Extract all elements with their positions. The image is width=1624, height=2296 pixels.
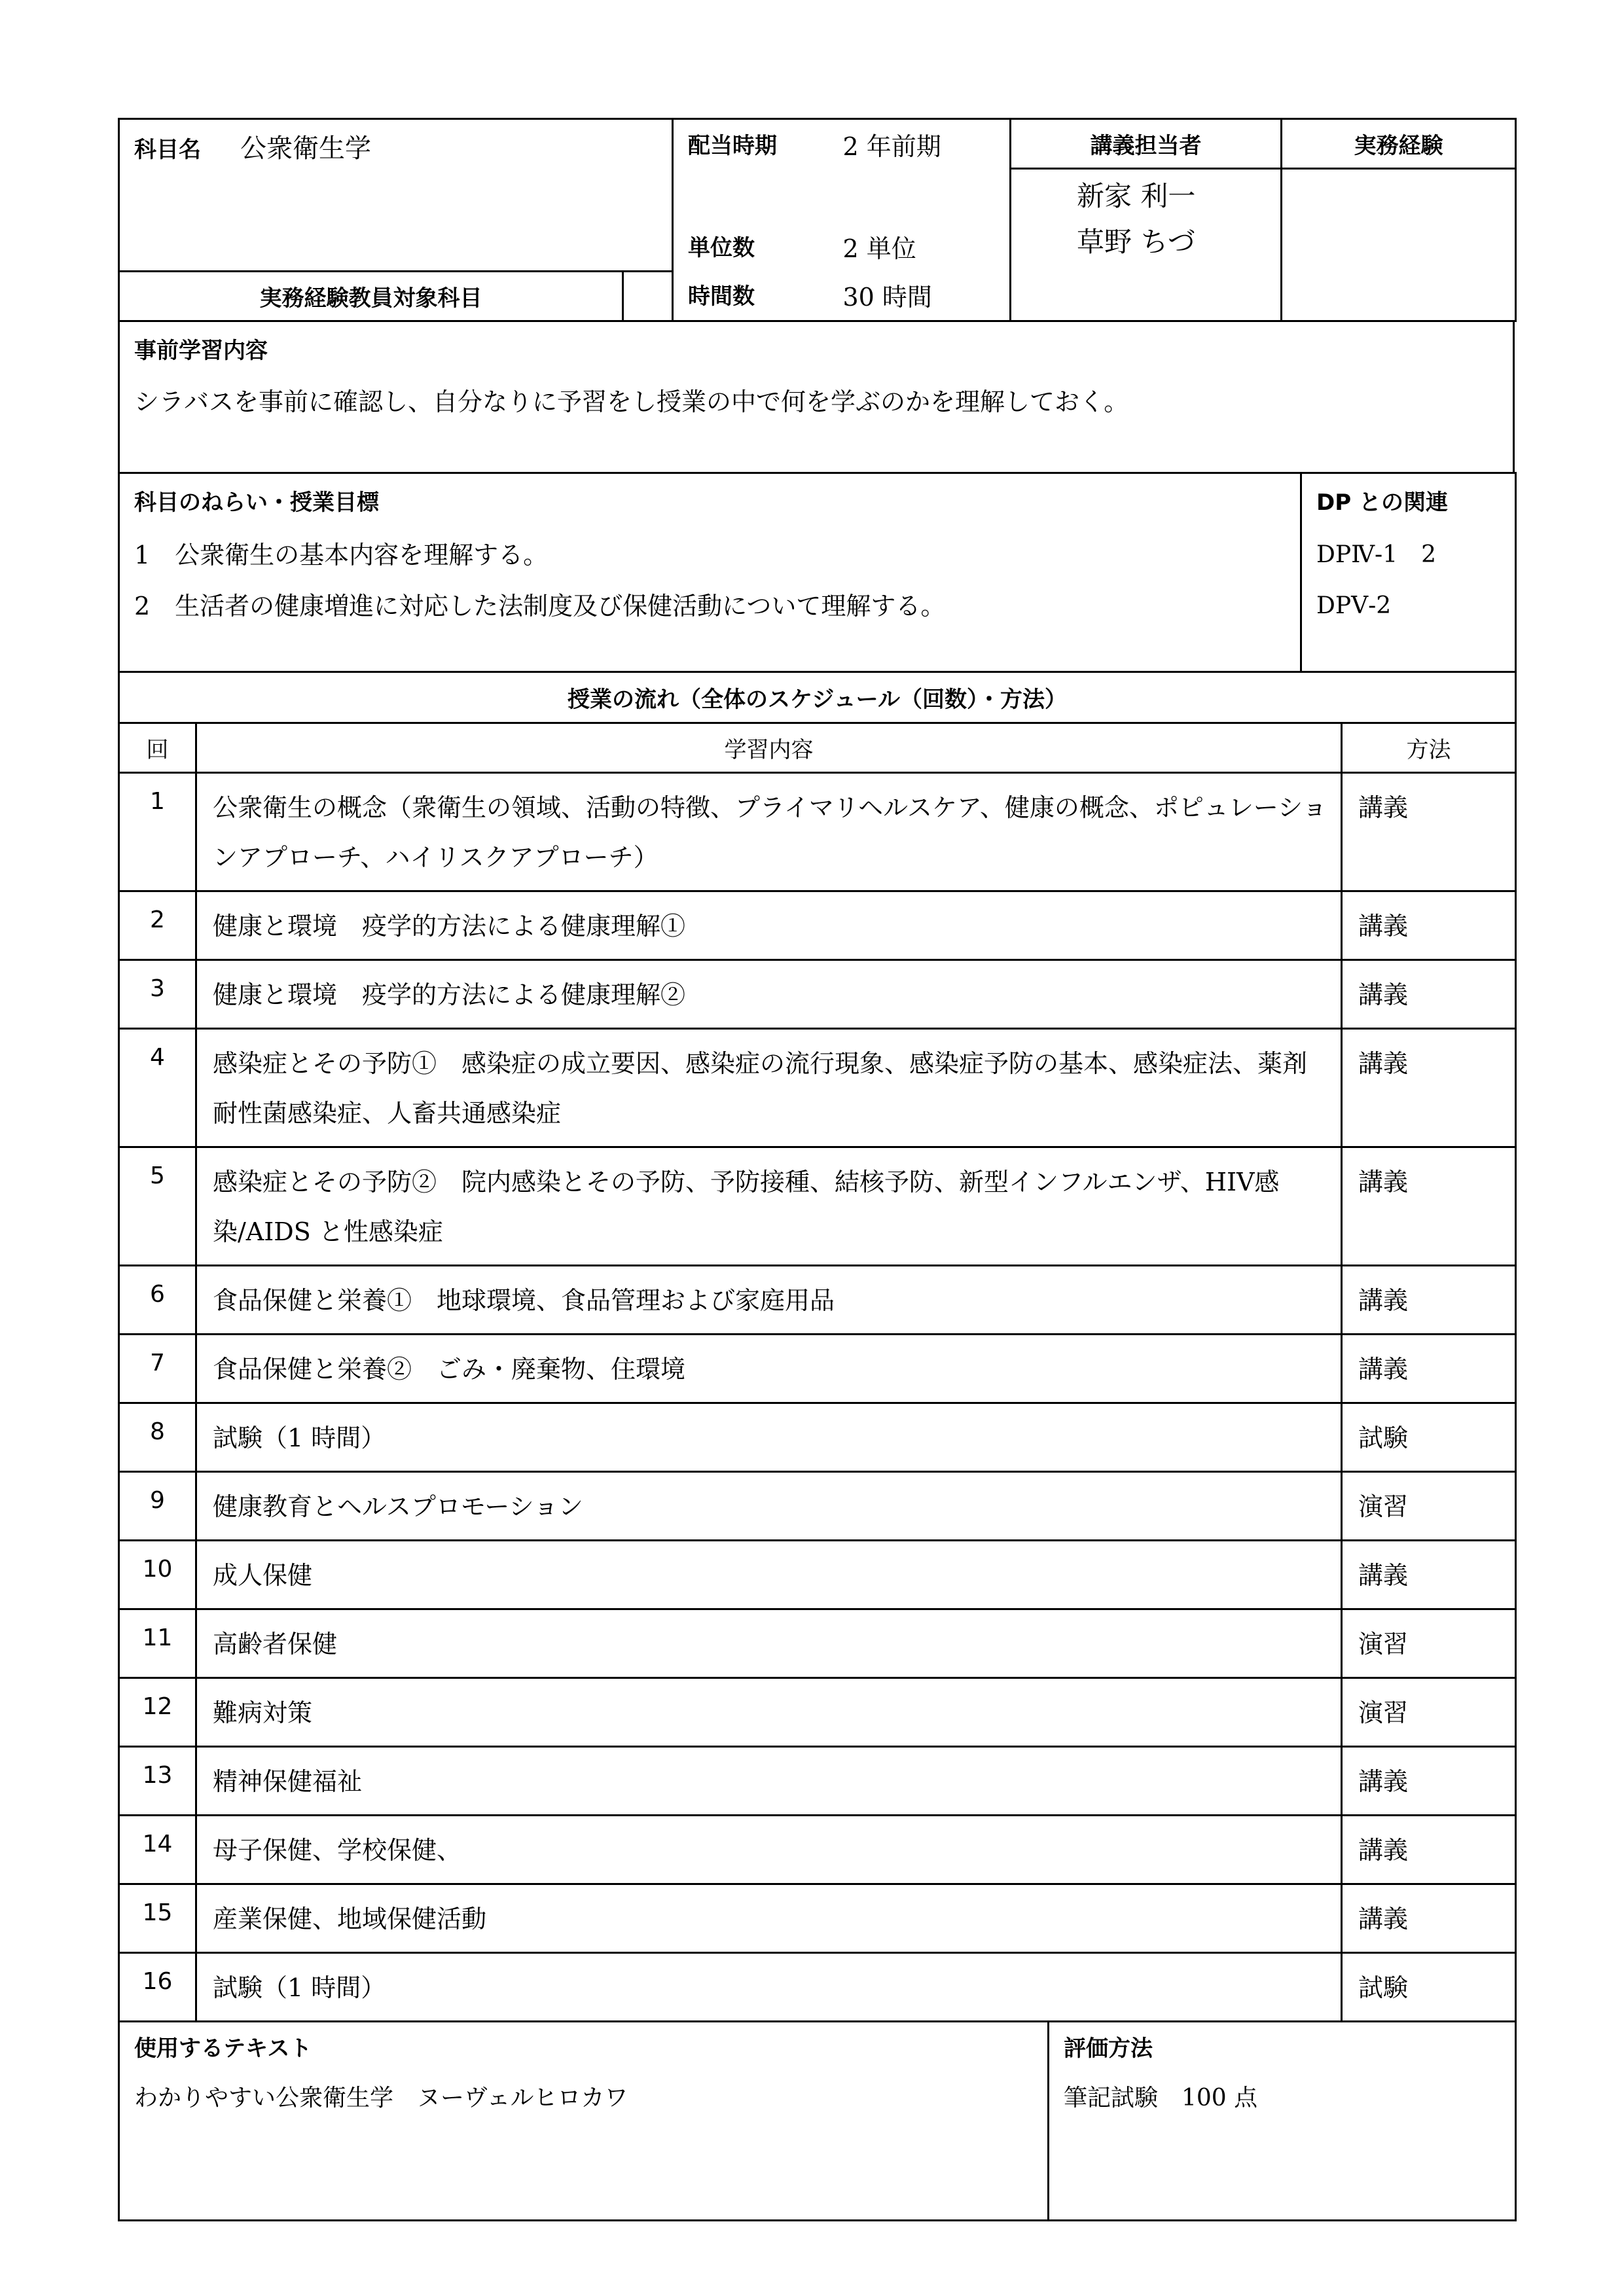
practical-target-value-cell xyxy=(623,272,673,321)
schedule-row-method: 講義 xyxy=(1342,1147,1516,1266)
units-value: 2 単位 xyxy=(842,234,916,263)
schedule-row xyxy=(119,960,1516,1029)
schedule-row xyxy=(119,1884,1516,1953)
hours-value: 30 時間 xyxy=(842,283,932,312)
lecturer-name-1: 新家 利一 xyxy=(1077,180,1196,212)
schedule-row-number: 8 xyxy=(119,1403,196,1472)
dp-item-2: DPⅤ-2 xyxy=(1316,592,1392,619)
experience-label: 実務経験 xyxy=(1354,133,1443,159)
schedule-row-method: 講義 xyxy=(1342,1541,1516,1609)
schedule-row xyxy=(119,1541,1516,1609)
textbook-label: 使用するテキスト xyxy=(134,2036,312,2062)
schedule-row xyxy=(119,1747,1516,1816)
schedule-row-content: 感染症とその予防② 院内感染とその予防、予防接種、結核予防、新型インフルエンザ、HIV感染/AIDS と性感染症 xyxy=(196,1147,1342,1266)
schedule-row-content: 産業保健、地域保健活動 xyxy=(196,1884,1342,1953)
syllabus-page xyxy=(118,118,1515,2221)
schedule-row-method: 演習 xyxy=(1342,1472,1516,1541)
schedule-row xyxy=(119,1335,1516,1403)
schedule-row-content: 試験（1 時間） xyxy=(196,1953,1342,2022)
period-label: 配当時期 xyxy=(688,133,777,159)
schedule-row-method: 試験 xyxy=(1342,1403,1516,1472)
aim-item-2: 2 生活者の健康増進に対応した法制度及び保健活動について理解する。 xyxy=(134,592,946,620)
period-value-cell xyxy=(837,119,1011,321)
dp-label: DP との関連 xyxy=(1316,490,1448,516)
subject-cell xyxy=(119,119,673,272)
schedule-row-number: 13 xyxy=(119,1747,196,1816)
schedule-row-content: 健康と環境 疫学的方法による健康理解① xyxy=(196,891,1342,960)
schedule-row-number: 14 xyxy=(119,1816,196,1884)
schedule-row-method: 講義 xyxy=(1342,1029,1516,1147)
schedule-row xyxy=(119,1403,1516,1472)
schedule-row-number: 7 xyxy=(119,1335,196,1403)
schedule-row-method: 講義 xyxy=(1342,1335,1516,1403)
schedule-row-number: 2 xyxy=(119,891,196,960)
schedule-row xyxy=(119,1472,1516,1541)
schedule-row-number: 11 xyxy=(119,1609,196,1678)
schedule-row xyxy=(119,891,1516,960)
schedule-row xyxy=(119,1816,1516,1884)
schedule-row-content: 感染症とその予防① 感染症の成立要因、感染症の流行現象、感染症予防の基本、感染症法、薬剤耐性菌感染症、人畜共通感染症 xyxy=(196,1029,1342,1147)
schedule-row-content: 試験（1 時間） xyxy=(196,1403,1342,1472)
textbook-text: わかりやすい公衆衛生学 ヌーヴェルヒロカワ xyxy=(134,2085,628,2111)
schedule-row-content: 精神保健福祉 xyxy=(196,1747,1342,1816)
evaluation-label: 評価方法 xyxy=(1064,2036,1153,2062)
dp-cell xyxy=(1301,473,1516,672)
schedule-row-method: 演習 xyxy=(1342,1609,1516,1678)
schedule-row-number: 5 xyxy=(119,1147,196,1266)
schedule-row-method: 演習 xyxy=(1342,1678,1516,1747)
schedule-row-content: 食品保健と栄養① 地球環境、食品管理および家庭用品 xyxy=(196,1266,1342,1335)
schedule-table xyxy=(118,671,1517,2022)
schedule-row-content: 公衆衛生の概念（衆衛生の領域、活動の特徴、プライマリヘルスケア、健康の概念、ポピュレーションアプローチ、ハイリスクアプローチ） xyxy=(196,773,1342,891)
schedule-row-number: 15 xyxy=(119,1884,196,1953)
aim-item-1: 1 公衆衛生の基本内容を理解する。 xyxy=(134,541,549,569)
lecturer-name-2: 草野 ちづ xyxy=(1077,226,1195,258)
experience-value-cell xyxy=(1282,169,1516,321)
schedule-row-number: 3 xyxy=(119,960,196,1029)
schedule-row-method: 講義 xyxy=(1342,960,1516,1029)
schedule-row xyxy=(119,1609,1516,1678)
schedule-row xyxy=(119,773,1516,891)
experience-header-cell xyxy=(1282,119,1516,169)
units-label: 単位数 xyxy=(688,235,755,261)
aims-cell xyxy=(119,473,1301,672)
schedule-row-number: 4 xyxy=(119,1029,196,1147)
schedule-row-method: 講義 xyxy=(1342,1816,1516,1884)
schedule-row-method: 講義 xyxy=(1342,773,1516,891)
schedule-row-number: 1 xyxy=(119,773,196,891)
hours-label: 時間数 xyxy=(688,283,755,310)
col-header-method: 方法 xyxy=(1342,723,1516,773)
evaluation-text: 筆記試験 100 点 xyxy=(1064,2085,1258,2111)
schedule-row-number: 12 xyxy=(119,1678,196,1747)
schedule-title: 授業の流れ（全体のスケジュール（回数）・方法） xyxy=(568,687,1067,713)
footer-table xyxy=(118,2020,1517,2221)
schedule-row xyxy=(119,1678,1516,1747)
schedule-row xyxy=(119,1266,1516,1335)
schedule-row-content: 難病対策 xyxy=(196,1678,1342,1747)
subject-label: 科目名 xyxy=(134,137,201,163)
schedule-title-cell xyxy=(119,672,1516,723)
schedule-row-method: 講義 xyxy=(1342,1884,1516,1953)
schedule-row-method: 講義 xyxy=(1342,1747,1516,1816)
schedule-row xyxy=(119,1147,1516,1266)
lecturer-label: 講義担当者 xyxy=(1090,133,1202,159)
col-header-num: 回 xyxy=(119,723,196,773)
header-table xyxy=(118,118,1517,322)
aims-label: 科目のねらい・授業目標 xyxy=(134,490,379,516)
aims-table xyxy=(118,472,1517,673)
lecturer-names-cell xyxy=(1011,169,1282,321)
schedule-row-number: 6 xyxy=(119,1266,196,1335)
dp-item-1: DPⅣ-1 2 xyxy=(1316,541,1437,568)
textbook-cell xyxy=(119,2022,1049,2221)
schedule-row-number: 10 xyxy=(119,1541,196,1609)
period-label-cell xyxy=(673,119,837,321)
prelearning-text: シラバスを事前に確認し、自分なりに予習をし授業の中で何を学ぶのかを理解しておく。 xyxy=(134,387,1129,416)
schedule-row-content: 母子保健、学校保健、 xyxy=(196,1816,1342,1884)
practical-target-label: 実務経験教員対象科目 xyxy=(259,285,482,312)
schedule-row xyxy=(119,1029,1516,1147)
subject-value: 公衆衛生学 xyxy=(240,134,371,164)
practical-target-cell xyxy=(119,272,623,321)
period-value: 2 年前期 xyxy=(842,132,941,161)
schedule-row-content: 高齢者保健 xyxy=(196,1609,1342,1678)
prelearning-label: 事前学習内容 xyxy=(134,338,268,364)
schedule-row-number: 9 xyxy=(119,1472,196,1541)
col-header-content: 学習内容 xyxy=(196,723,1342,773)
schedule-row-number: 16 xyxy=(119,1953,196,2022)
schedule-row-content: 食品保健と栄養② ごみ・廃棄物、住環境 xyxy=(196,1335,1342,1403)
lecturer-header-cell xyxy=(1011,119,1282,169)
schedule-row-method: 試験 xyxy=(1342,1953,1516,2022)
schedule-row-content: 健康教育とヘルスプロモーション xyxy=(196,1472,1342,1541)
schedule-body xyxy=(119,773,1516,2022)
prelearning-cell xyxy=(119,321,1514,473)
schedule-row-method: 講義 xyxy=(1342,1266,1516,1335)
evaluation-cell xyxy=(1049,2022,1516,2221)
schedule-row xyxy=(119,1953,1516,2022)
schedule-row-content: 健康と環境 疫学的方法による健康理解② xyxy=(196,960,1342,1029)
schedule-row-content: 成人保健 xyxy=(196,1541,1342,1609)
schedule-row-method: 講義 xyxy=(1342,891,1516,960)
prelearning-table xyxy=(118,320,1515,474)
